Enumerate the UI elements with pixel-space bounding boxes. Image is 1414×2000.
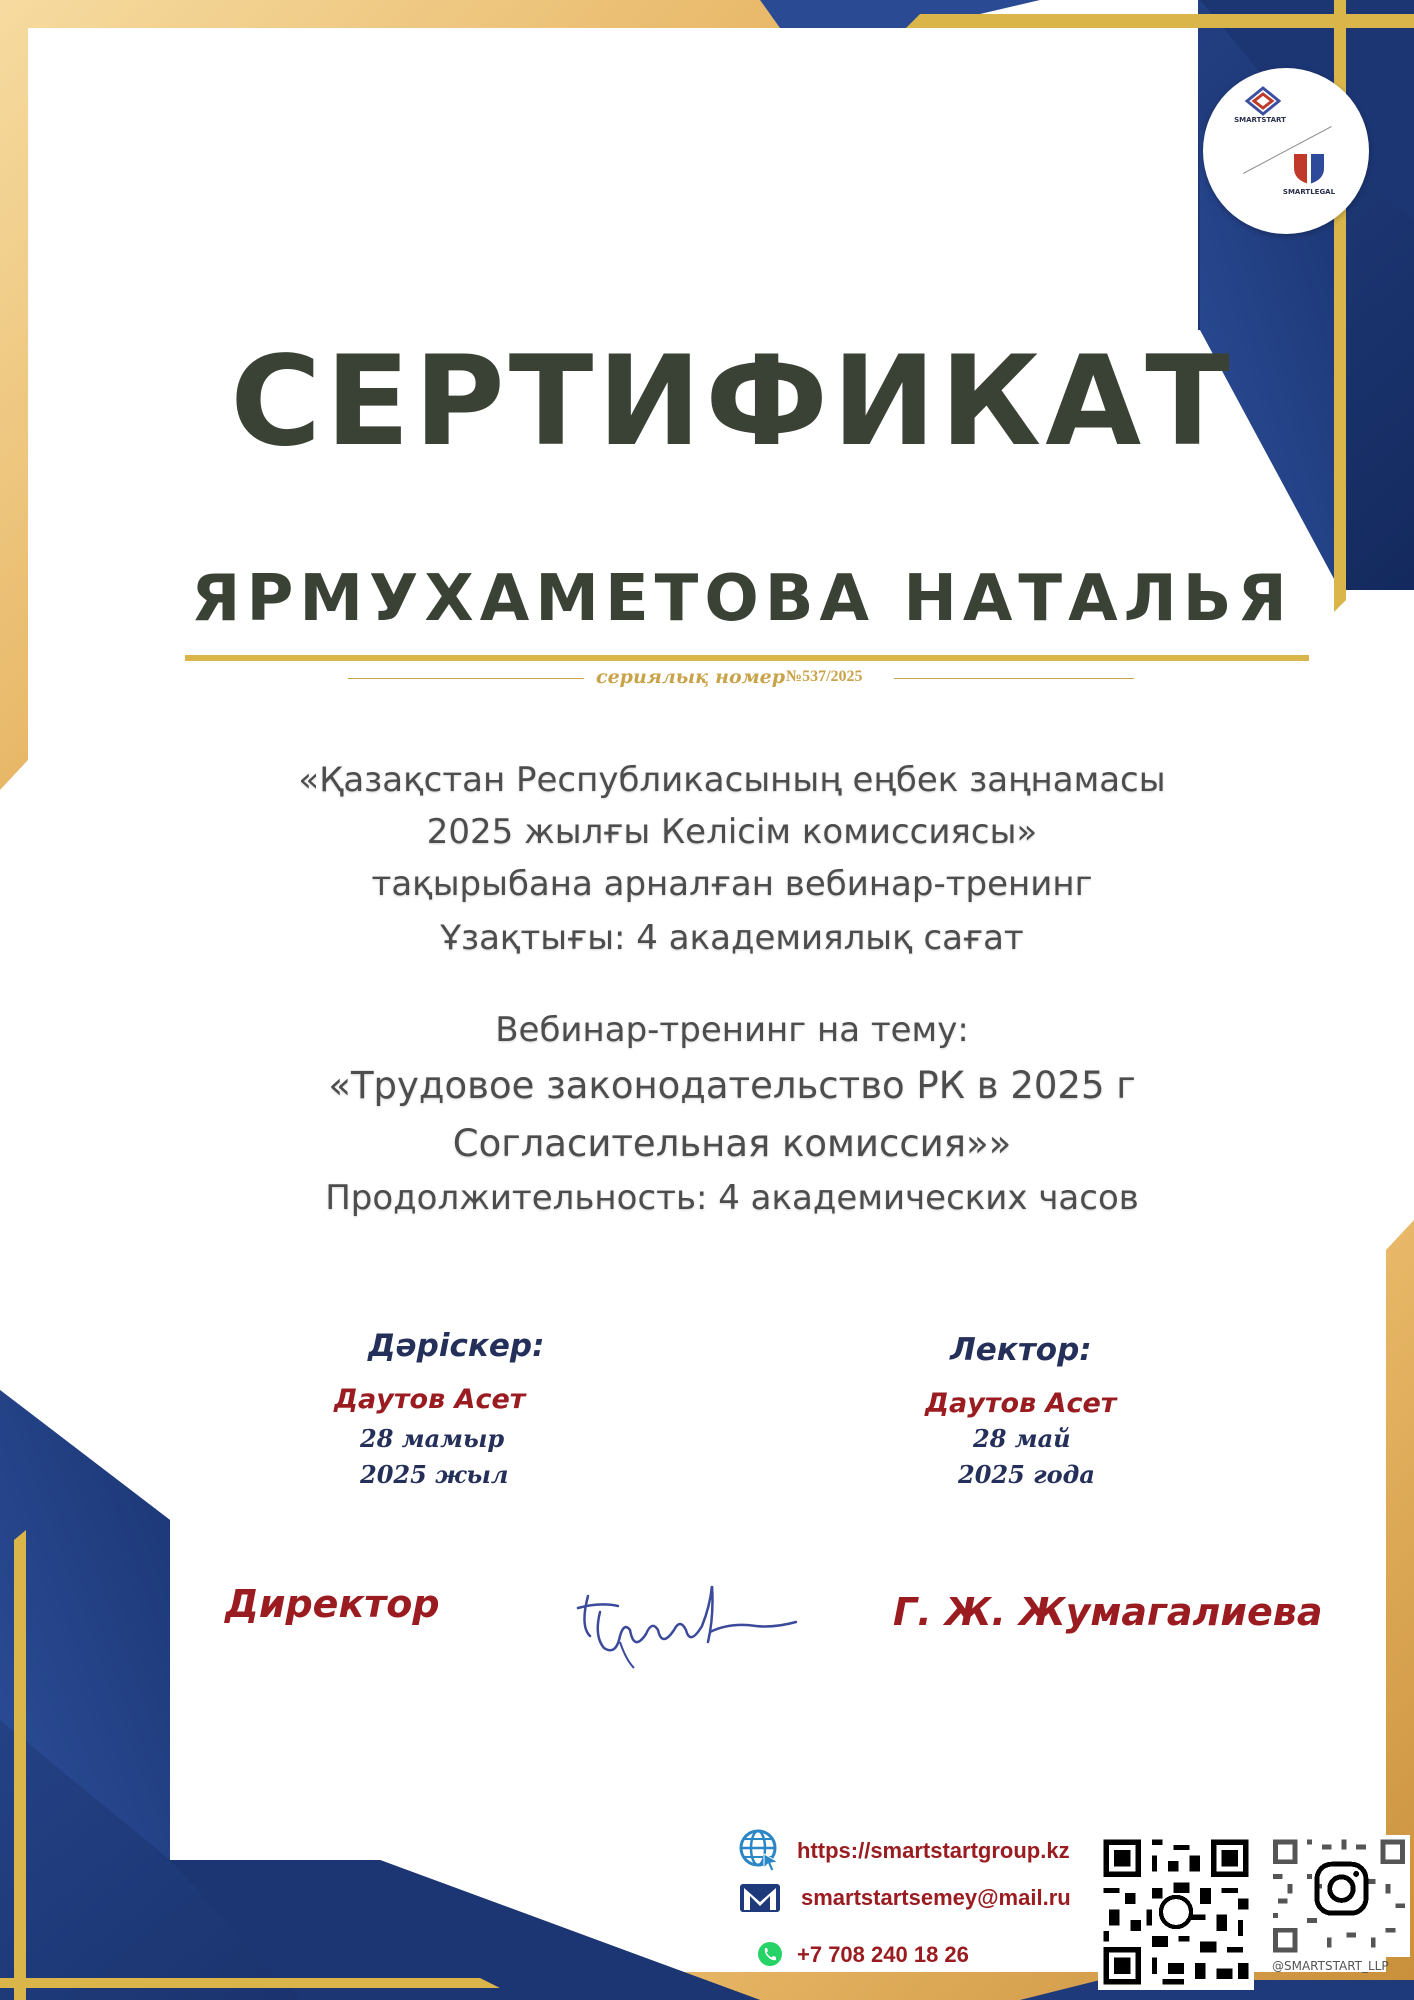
- serial-rule-left: [348, 678, 584, 679]
- whatsapp-icon: [756, 1940, 784, 1968]
- gold-divider: [185, 655, 1309, 661]
- lecturer-name-ru: Даутов Асет: [925, 1388, 1117, 1419]
- logo-badge: [1203, 68, 1369, 234]
- lecture-year-ru: 2025 года: [958, 1460, 1095, 1489]
- email-icon: [738, 1880, 782, 1916]
- certificate-title: СЕРТИФИКАТ: [230, 330, 1234, 474]
- whatsapp-qr-code[interactable]: [1098, 1834, 1254, 1990]
- instagram-qr-code[interactable]: [1268, 1834, 1410, 1958]
- logo-brand-bottom: SMARTLEGAL: [1282, 188, 1336, 196]
- ru-intro: Вебинар-тренинг на тему:: [495, 1010, 969, 1050]
- lecture-year-kz: 2025 жыл: [360, 1460, 509, 1489]
- ru-topic-line-2: Согласительная комиссия»»: [452, 1122, 1012, 1165]
- kz-duration: Ұзақтығы: 4 академиялық сағат: [440, 918, 1024, 958]
- phone-number[interactable]: +7 708 240 18 26: [797, 1942, 969, 1967]
- kz-topic-line-2: 2025 жылғы Келісім комиссиясы»: [426, 812, 1038, 852]
- website-link[interactable]: https://smartstartgroup.kz: [797, 1838, 1070, 1863]
- logo-brand-top: SMARTSTART: [1234, 116, 1286, 124]
- director-label: Директор: [225, 1582, 440, 1626]
- director-name: Г. Ж. Жумагалиева: [893, 1590, 1323, 1634]
- globe-icon: [738, 1828, 782, 1872]
- serial-label: сериялық номер: [596, 666, 786, 688]
- serial-rule-right: [894, 678, 1134, 679]
- lecturer-heading-ru: Лектор:: [950, 1332, 1092, 1368]
- email-link[interactable]: smartstartsemey@mail.ru: [801, 1885, 1071, 1910]
- serial-number: №537/2025: [786, 668, 863, 685]
- smartstart-logo-icon: [1245, 86, 1281, 116]
- lecturer-heading-kz: Дәріскер:: [368, 1328, 545, 1364]
- smartlegal-shield-icon: [1291, 150, 1327, 186]
- ru-topic-line-1: «Трудовое законодательство РК в 2025 г: [328, 1064, 1136, 1107]
- kz-topic-line-1: «Қазақстан Республикасының еңбек заңнамасы: [298, 760, 1166, 800]
- lecture-date-kz: 28 мамыр: [360, 1424, 505, 1453]
- serial-row: [348, 664, 1134, 694]
- ru-duration: Продолжительность: 4 академических часов: [325, 1178, 1139, 1218]
- director-signature: [560, 1556, 800, 1676]
- kz-topic-line-3: тақырыбана арналған вебинар-тренинг: [371, 864, 1093, 904]
- lecturer-name-kz: Даутов Асет: [334, 1384, 526, 1415]
- recipient-name: ЯРМУХАМЕТОВА НАТАЛЬЯ: [191, 562, 1293, 636]
- instagram-handle: @SMARTSTART_LLP: [1272, 1959, 1389, 1973]
- lecture-date-ru: 28 май: [973, 1424, 1071, 1453]
